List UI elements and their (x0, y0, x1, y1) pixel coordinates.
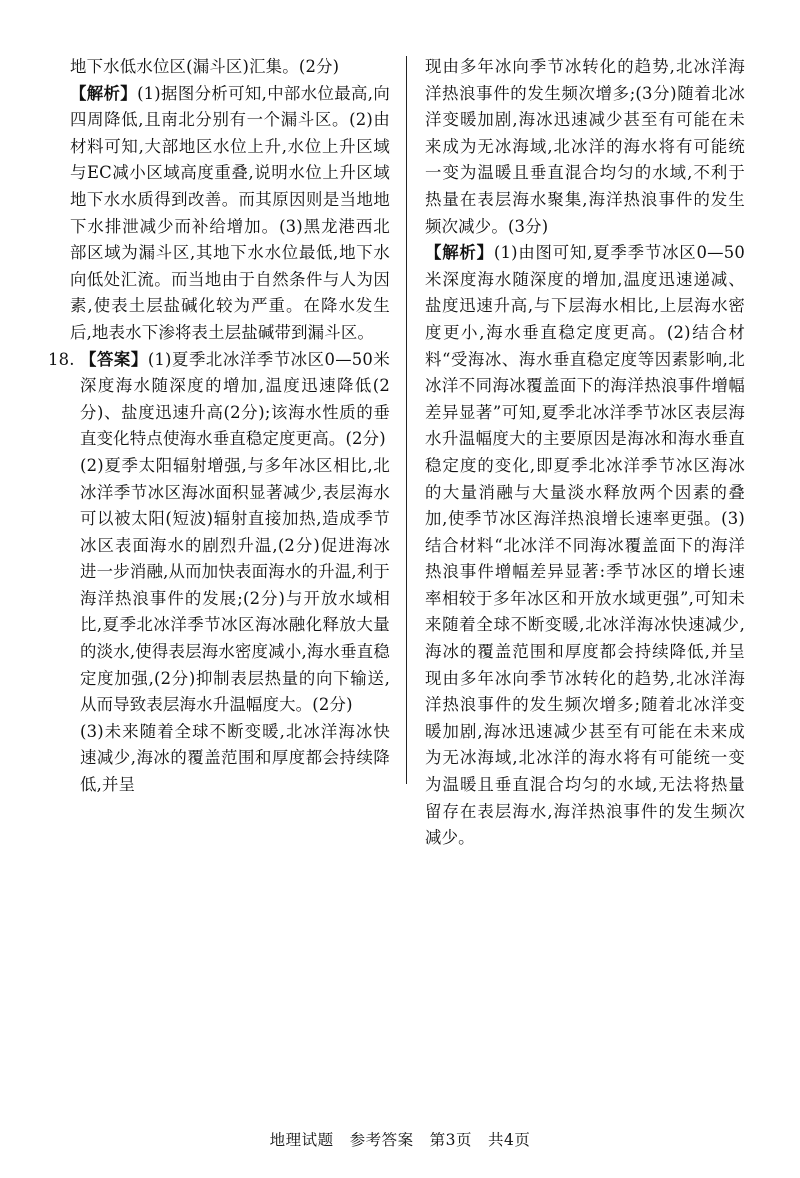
question-18-block (48, 347, 390, 799)
page-footer: 地理试题 参考答案 第3页 共4页 (269, 1131, 531, 1149)
right-analysis-text: (1)由图可知,夏季季节冰区0—50米深度海水随深度的增加,温度迅速递减、盐度迅速升高,与下层海水相比,上层海水密度更小,海水垂直稳定度更高。(2)结合材料“受海冰、海水垂直稳定度等因素影响,北冰洋不同海冰覆盖面下的海洋热浪事件增幅差异显著”可知,夏季北冰洋季节冰区表层海水升温幅度大的主要原因是海冰和海水垂直稳定度的变化,即夏季北冰洋季节冰区海冰的大量消融与大量淡水释放两个因素的叠加,使季节冰区海洋热浪增长速率更强。(3)结合材料“北冰洋不同海冰覆盖面下的海洋热浪事件增幅差异显著:季节冰区的增长速率相较于多年冰区和开放水域更强”,可知未来随着全球不断变暖,北冰洋海冰快速减少,海冰的覆盖范围和厚度都会持续降低,并呈现由多年冰向季节冰转化的趋势,北冰洋海洋热浪事件的发生频次增多;随着北冰洋变暖加剧,海冰迅速减少甚至有可能在未来成为无冰海域,北冰洋的海水将有可能统一变为温暖且垂直混合均匀的水域,无法将热量留存在表层海水,海洋热浪事件的发生频次减少。 (425, 243, 745, 848)
answer-text-1: (1)夏季北冰洋季节冰区0—50米深度海水随深度的增加,温度迅速降低(2分)、盐度迅速升高(2分);该海水性质的垂直变化特点使海水垂直稳定度更高。(2分) (80, 349, 390, 449)
analysis-tag: 【解析】 (70, 83, 138, 103)
question-number: 18. (48, 349, 75, 369)
left-column (48, 54, 390, 799)
right-paragraph-1: 现由多年冰向季节冰转化的趋势,北冰洋海洋热浪事件的发生频次增多;(3分)随着北冰洋变暖加剧,海冰迅速减少甚至有可能在未来成为无冰海域,北冰洋的海水将有可能统一变为温暖且垂直混合均匀的水域,不利于热量在表层海水聚集,海洋热浪事件的发生频次减少。(3分) (425, 57, 745, 236)
answer-paragraph-2: (2)夏季太阳辐射增强,与多年冰区相比,北冰洋季节冰区海冰面积显著减少,表层海水可以被太阳(短波)辐射直接加热,造成季节冰区表面海水的剧烈升温,(2分)促进海冰进一步消融,从而加快表面海水的升温,利于海洋热浪事件的发展;(2分)与开放水域相比,夏季北冰洋季节冰区海冰融化释放大量的淡水,使得表层海水密度减小,海水垂直稳定度加强,(2分)抑制表层热量的向下输送,从而导致表层海水升温幅度大。(2分) (80, 455, 390, 715)
answer-tag: 【答案】 (80, 349, 148, 369)
left-analysis-text: (1)据图分析可知,中部水位最高,向四周降低,且南北分别有一个漏斗区。(2)由材料可知,大部地区水位上升,水位上升区域与EC减小区域高度重叠,说明水位上升区域地下水水质得到改善。而其原因则是当地地下水排泄减少而补给增加。(3)黑龙港西北部区域为漏斗区,其地下水水位最低,地下水向低处汇流。而当地由于自然条件与人为因素,使表土层盐碱化较为严重。在降水发生后,地表水下渗将表土层盐碱带到漏斗区。 (70, 83, 390, 342)
right-analysis-paragraph (425, 240, 745, 852)
left-paragraph-1: 地下水低水位区(漏斗区)汇集。(2分) (70, 57, 340, 76)
column-divider (406, 56, 407, 784)
analysis-tag-right: 【解析】 (425, 243, 494, 263)
answer-paragraph-1 (70, 347, 390, 453)
right-column (425, 54, 745, 852)
left-analysis-paragraph (70, 81, 390, 347)
answer-paragraph-3: (3)未来随着全球不断变暖,北冰洋海冰快速减少,海冰的覆盖范围和厚度都会持续降低,并呈 (80, 721, 390, 795)
